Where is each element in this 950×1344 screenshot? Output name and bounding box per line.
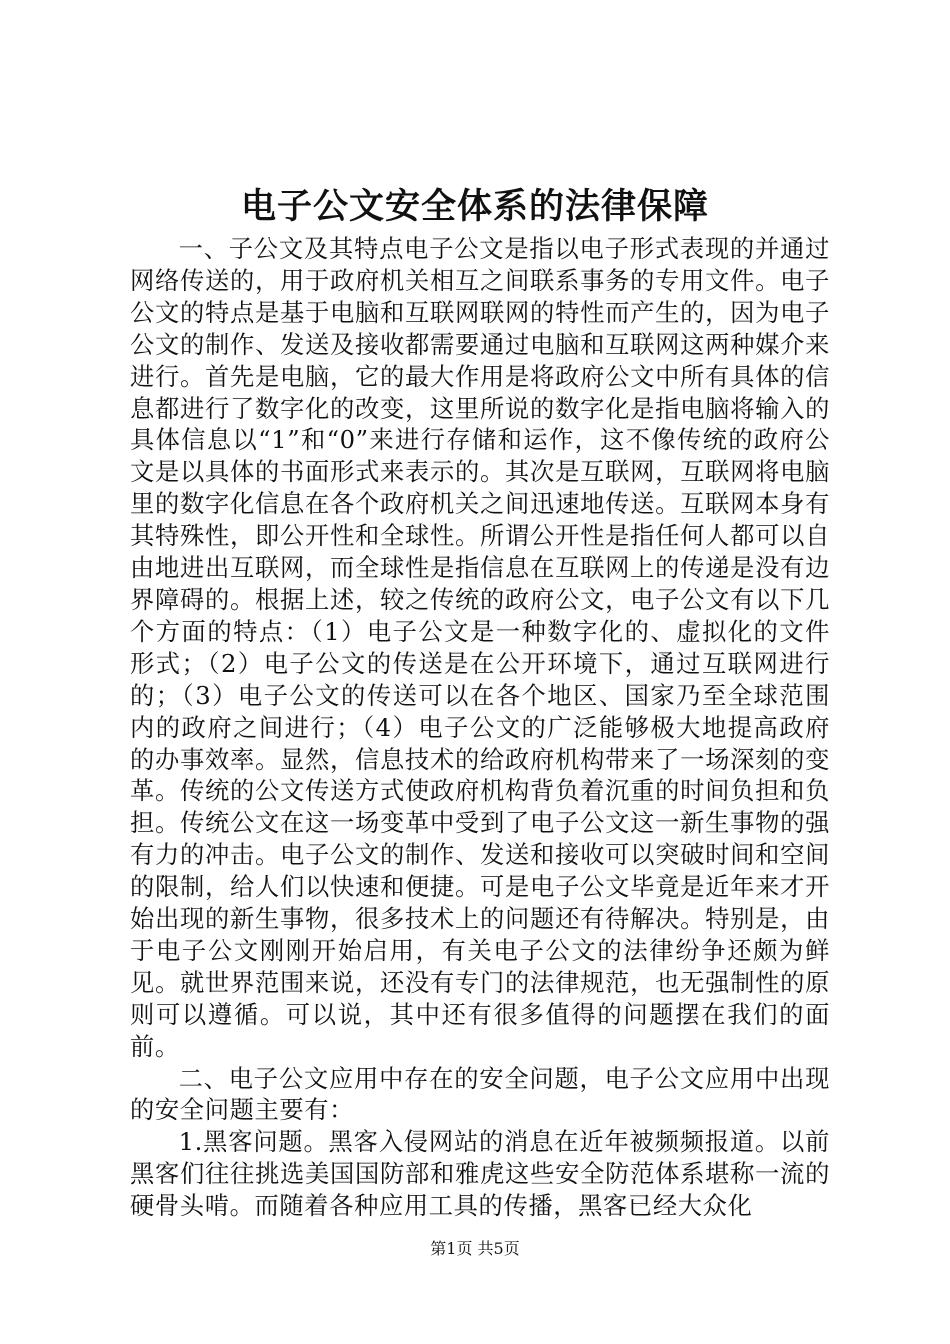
document-body xyxy=(130,233,830,1222)
document-title: 电子公文安全体系的法律保障 xyxy=(240,186,709,227)
paragraph-3: 1.黑客问题。黑客入侵网站的消息在近年被频频报道。以前黑客们往往挑选美国国防部和雅虎这些安全防范体系堪称一流的硬骨头啃。而随着各种应用工具的传播，黑客已经大众化 xyxy=(130,1127,830,1221)
page-footer: 第1页 共5页 xyxy=(430,1239,520,1258)
paragraph-2: 二、电子公文应用中存在的安全问题，电子公文应用中出现的安全问题主要有： xyxy=(130,1063,830,1125)
paragraph-1: 一、子公文及其特点电子公文是指以电子形式表现的并通过网络传送的，用于政府机关相互之间联系事务的专用文件。电子公文的特点是基于电脑和互联网联网的特性而产生的，因为电子公文的制作、发送及接收都需要通过电脑和互联网这两种媒介来进行。首先是电脑，它的最大作用是将政府公文中所有具体的信息都进行了数字化的改变，这里所说的数字化是指电脑将输入的具体信息以“1”和“0”来进行存储和运作，这不像传统的政府公文是以具体的书面形式来表示的。其次是互联网，互联网将电脑里的数字化信息在各个政府机关之间迅速地传送。互联网本身有其特殊性，即公开性和全球性。所谓公开性是指任何人都可以自由地进出互联网，而全球性是指信息在互联网上的传递是没有边界障碍的。根据上述，较之传统的政府公文，电子公文有以下几个方面的特点：（1）电子公文是一种数字化的、虚拟化的文件形式；（2）电子公文的传送是在公开环境下，通过互联网进行的；（3）电子公文的传送可以在各个地区、国家乃至全球范围内的政府之间进行；（4）电子公文的广泛能够极大地提高政府的办事效率。显然，信息技术的给政府机构带来了一场深刻的变革。传统的公文传送方式使政府机构背负着沉重的时间负担和负担。传统公文在这一场变革中受到了电子公文这一新生事物的强有力的冲击。电子公文的制作、发送和接收可以突破时间和空间的限制，给人们以快速和便捷。可是电子公文毕竟是近年来才开始出现的新生事物，很多技术上的问题还有待解决。特别是，由于电子公文刚刚开始启用，有关电子公文的法律纷争还颇为鲜见。就世界范围来说，还没有专门的法律规范，也无强制性的原则可以遵循。可以说，其中还有很多值得的问题摆在我们的面前。 xyxy=(130,234,830,1061)
